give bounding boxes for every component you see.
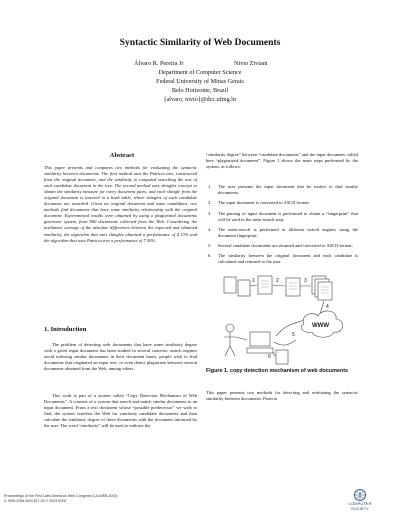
step-text: The input document is converted to ASCII format;	[218, 200, 310, 206]
step-number: 6.	[208, 253, 212, 259]
abstract-body: This paper presents and compares two methods for evaluating the syntactic similarity between documents. The first method uses the Patricia tree, constructed from the original document, and the similarity is computed searching the text of each candidate document in the tree. The second method uses shingles concept to obtain the similarity measure for every document pairs, and each shingle from the original document is inserted in a hash table, where shingles of each candidate document are searched. Given an original document and some candidates, two methods find documents that have some similarity relationship with the original document. Experimental results were obtained by using a plagiarized documents generator system, from 900 documents collected from the Web. Considering the arithmetic average of the absolute differences between the expected and obtained similarity, the algorithm that uses shingles obtained a performance of 4.13% and the algorithm that uses Patricia tree a performance of 7.50%.	[44, 165, 197, 243]
step-number: 3.	[208, 210, 212, 216]
document-icon	[258, 276, 272, 294]
paper-title: Syntactic Similarity of Web Documents	[119, 37, 281, 48]
footer-line: 0-7695-2058-8/03 $17.00 © 2003 IEEE	[4, 499, 67, 503]
user-icon	[226, 324, 234, 332]
document-icon	[276, 350, 288, 364]
document-icon	[238, 280, 250, 296]
list-item	[206, 200, 358, 206]
step-text: The similarity between the original document and each candidate is calculated and returned to the user.	[218, 253, 358, 265]
affiliation-line: Department of Computer Science	[158, 69, 242, 76]
logo-text: COMPUTER	[348, 502, 372, 506]
document-icon	[286, 278, 300, 296]
right-column-paragraph: This paper presents two methods for detecting and evaluating the syntactic similarity between documents: Patricia	[206, 390, 358, 402]
figure-label: 6	[268, 354, 271, 360]
section-heading: 1. Introduction	[44, 326, 87, 333]
list-item	[206, 211, 358, 223]
affiliation-line: Belo Horizonte, Brazil	[171, 86, 229, 94]
step-text: The meta-search is performed in different search engines using the document fingerprint;	[218, 226, 358, 238]
step-number: 4.	[208, 226, 212, 232]
step-text: The parsing of input document is performed to obtain a “fingerprint” that will be used in the meta-search step;	[218, 210, 358, 222]
figure-label: 4	[326, 304, 329, 310]
step-text: Several candidate documents are returned and converted to ASCII format;	[218, 243, 353, 249]
author-name: Nivio Ziviani	[234, 60, 268, 67]
document-icon	[224, 277, 236, 293]
abstract-heading: Abstract	[109, 152, 135, 159]
list-item	[206, 253, 358, 265]
intro-paragraph: The problem of detecting web documents that have some similarity degree with a given input document has been studied in several contexts: search engines avoid indexing similar documents in their document bases, people wish to find documents that originated an input text, or even detect plagiarism between several documents obtained from the Web, among others.	[44, 342, 197, 372]
figure-diagram	[216, 274, 356, 369]
affiliation-email: {alvaro, nivio}@dcc.ufmg.br	[163, 95, 237, 103]
step-number: 2.	[208, 200, 212, 206]
figure-label: 1	[252, 278, 255, 284]
figure-label: 5	[292, 332, 295, 338]
figure-caption: Figure 1. copy detection mechanism of web documents	[206, 368, 348, 374]
affiliation-line: Federal University of Minas Gerais	[156, 77, 244, 85]
computer-icon	[250, 332, 270, 346]
figure-label: 3	[304, 278, 307, 284]
figure-label: 2	[276, 278, 279, 284]
list-item	[206, 184, 358, 196]
right-column-paragraph: “similarity degree” between “candidate documents” and the input document, called here “plagiarized document”. Figure 1 shows the main steps performed by the system, as follows:	[206, 152, 358, 170]
page-footer	[4, 494, 118, 504]
document-icon	[318, 282, 332, 300]
author-name: Álvaro R. Pereira Jr	[134, 60, 184, 67]
step-text: The user presents the input document that he wishes to find similar documents;	[218, 184, 358, 196]
step-number: 1.	[208, 184, 212, 189]
steps-list	[206, 184, 358, 270]
figure-label-www: WWW	[312, 323, 329, 329]
affiliation	[0, 69, 400, 105]
logo-text: SOCIETY	[350, 507, 370, 511]
step-number: 5.	[208, 243, 212, 249]
list-item	[206, 243, 358, 249]
list-item	[206, 227, 358, 239]
intro-paragraph: This work is part of a system called “Copy Detection Mechanism of Web Documents”. It consists of a system that search and match similar documents to an input document. From a text document whose “possible predecessor” we wish to find, the system searches the Web for similarity candidate documents and then calculate the similarity degree of these documents with the document informed by the user. The word “similarity” will be used to indicate the	[44, 393, 197, 429]
footer-line: Proceedings of the First Latin American Web Congress (LA-WEB 2003)	[4, 494, 118, 498]
